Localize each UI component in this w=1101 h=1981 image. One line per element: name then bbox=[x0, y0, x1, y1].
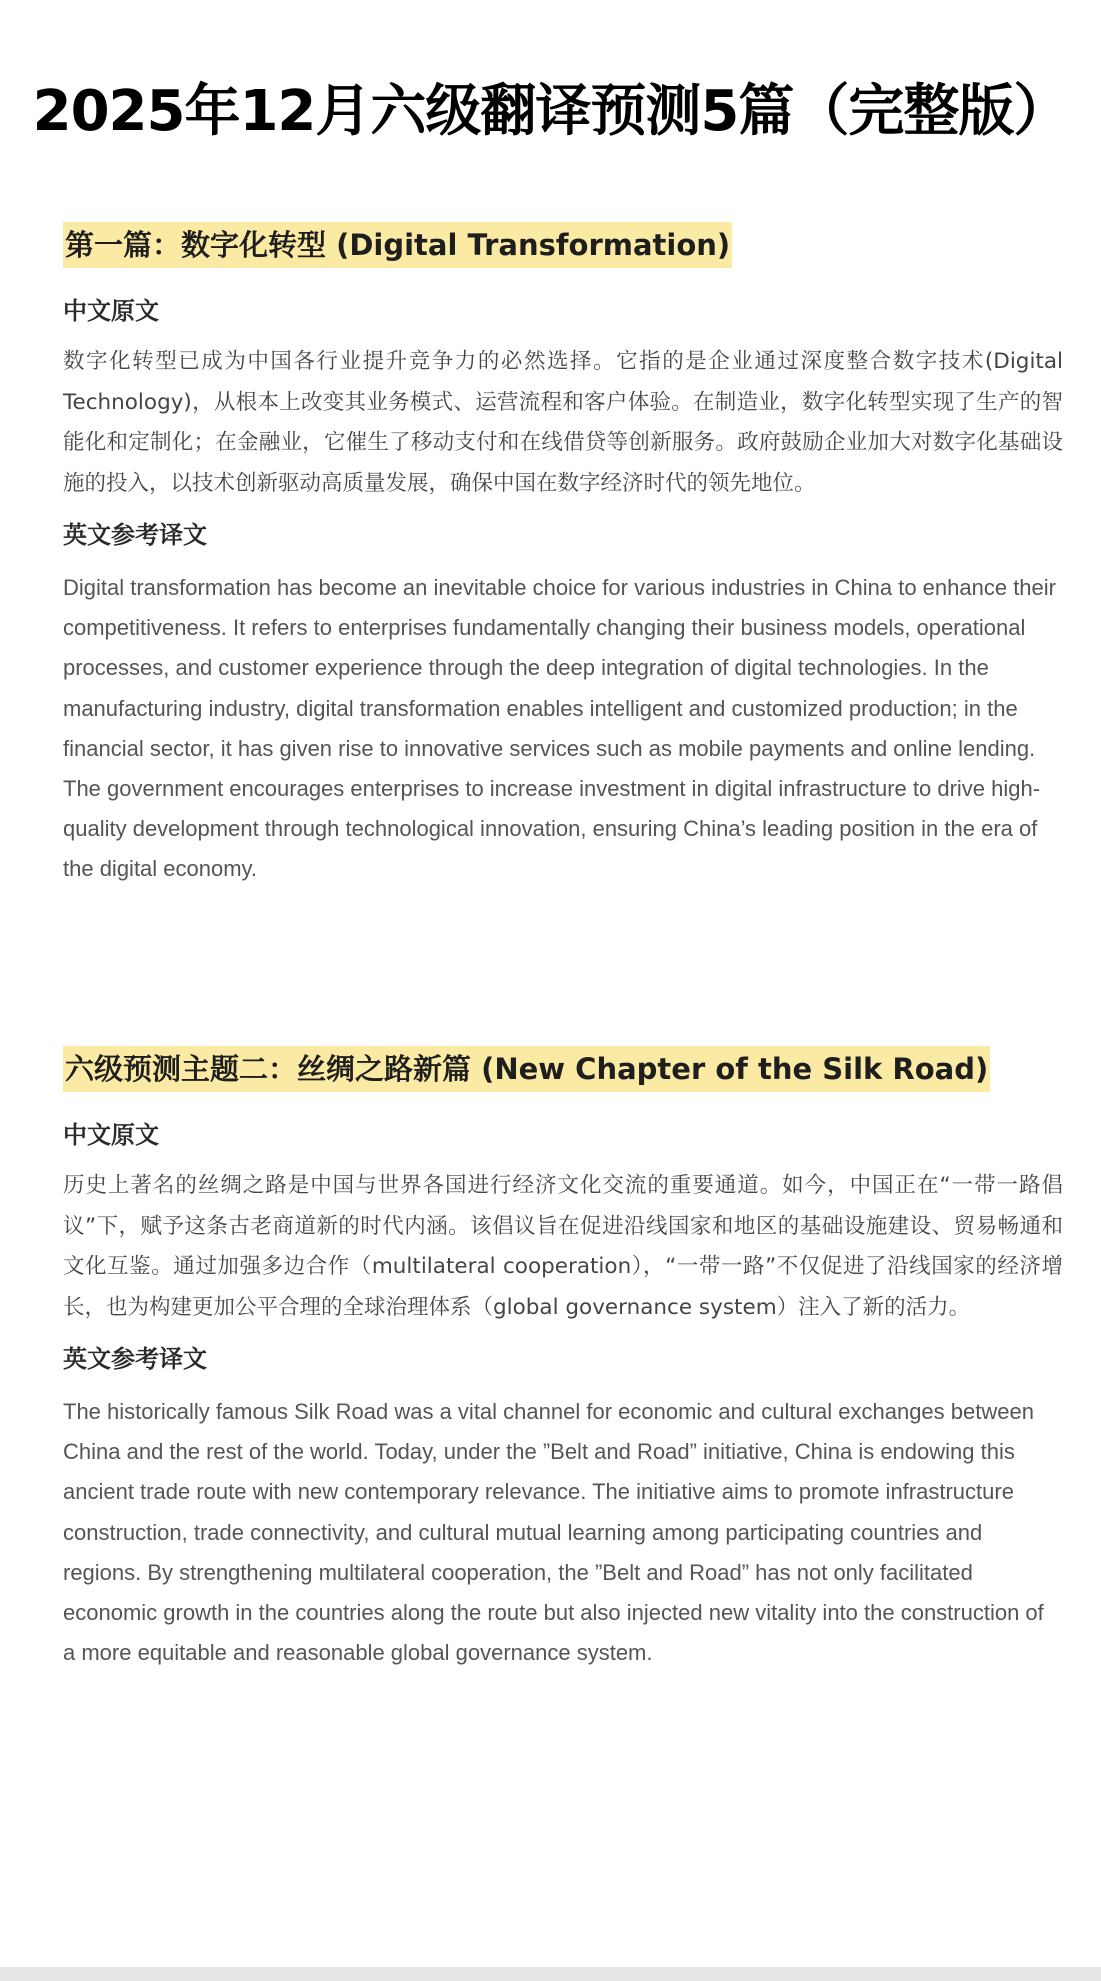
chinese-original-label: 中文原文 bbox=[63, 1121, 159, 1149]
english-translation-label: 英文参考译文 bbox=[63, 521, 207, 549]
chinese-original-label: 中文原文 bbox=[63, 297, 159, 325]
bottom-edge-bar bbox=[0, 1967, 1101, 1981]
section-silk-road bbox=[63, 1046, 1063, 1673]
english-translation-text: Digital transformation has become an inevitable choice for various industries in China to enhance their competitiveness. It refers to enterprises fundamentally changing their business models, operational processes, and customer experience through the deep integration of digital technologies. In the manufacturing industry, digital transformation enables intelligent and customized production; in the financial sector, it has given rise to innovative services such as mobile payments and online lending. The government encourages enterprises to increase investment in digital infrastructure to drive high-quality development through technological innovation, ensuring China’s leading position in the era of the digital economy. bbox=[63, 575, 1056, 882]
english-translation-text: The historically famous Silk Road was a vital channel for economic and cultural exchanges between China and the rest of the world. Today, under the ”Belt and Road” initiative, China is endowing this ancient trade route with new contemporary relevance. The initiative aims to promote infrastructure construction, trade connectivity, and cultural mutual learning among participating countries and regions. By strengthening multilateral cooperation, the ”Belt and Road” has not only facilitated economic growth in the countries along the route but also injected new vitality into the construction of a more equitable and reasonable global governance system. bbox=[63, 1399, 1044, 1666]
chinese-original-text: 历史上著名的丝绸之路是中国与世界各国进行经济文化交流的重要通道。如今，中国正在“一带一路倡议”下，赋予这条古老商道新的时代内涵。该倡议旨在促进沿线国家和地区的基础设施建设、贸易畅通和文化互鉴。通过加强多边合作（multilateral cooperation），“一带一路”不仅促进了沿线国家的经济增长，也为构建更加公平合理的全球治理体系（global governance system）注入了新的活力。 bbox=[63, 1173, 1063, 1320]
section-heading: 第一篇：数字化转型 (Digital Transformation) bbox=[63, 222, 732, 268]
chinese-original-text: 数字化转型已成为中国各行业提升竞争力的必然选择。它指的是企业通过深度整合数字技术(Digital Technology)，从根本上改变其业务模式、运营流程和客户体验。在制造业，数字化转型实现了生产的智能化和定制化；在金融业，它催生了移动支付和在线借贷等创新服务。政府鼓励企业加大对数字化基础设施的投入，以技术创新驱动高质量发展，确保中国在数字经济时代的领先地位。 bbox=[63, 349, 1063, 496]
section-heading: 六级预测主题二：丝绸之路新篇 (New Chapter of the Silk Road) bbox=[63, 1046, 990, 1092]
english-translation-label: 英文参考译文 bbox=[63, 1345, 207, 1373]
section-digital-transformation bbox=[63, 222, 1063, 890]
page-title: 2025年12月六级翻译预测5篇（完整版） bbox=[32, 79, 1069, 144]
